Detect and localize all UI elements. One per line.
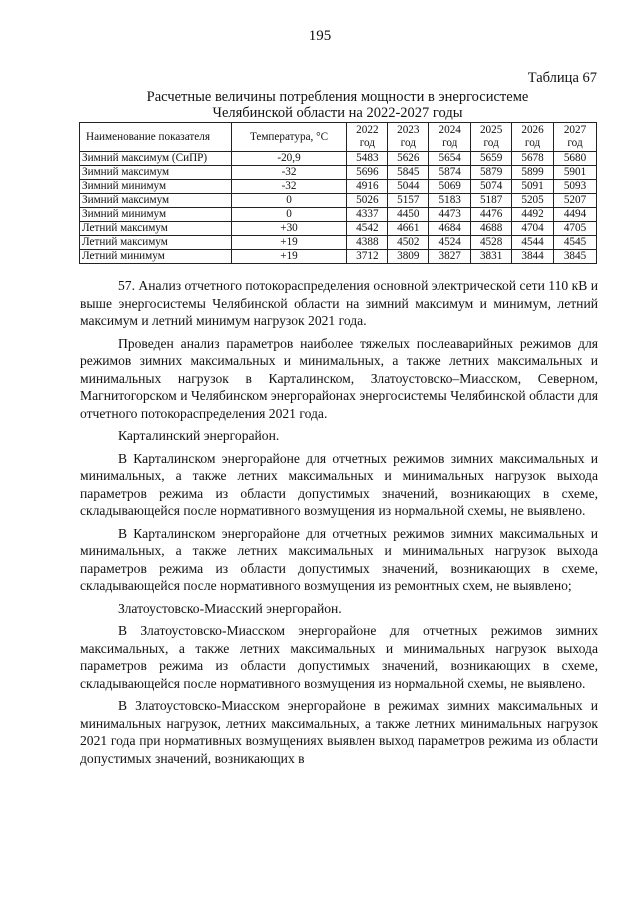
column-header: 2024 год bbox=[429, 123, 471, 152]
value-cell: 5157 bbox=[388, 194, 429, 208]
value-cell: 3831 bbox=[471, 250, 512, 264]
table-row bbox=[80, 222, 597, 236]
paragraph: В Златоустовско-Миасском энергорайоне в режимах зимних максимальных и минимальных нагрузок, летних максимальных, а также летних минимальных нагрузок 2021 года при нормативных возмущениях выявлен выход параметров режима из области допустимых значений, возникающих в bbox=[80, 698, 598, 766]
value-cell: 5845 bbox=[388, 166, 429, 180]
table-row bbox=[80, 236, 597, 250]
paragraph: Проведен анализ параметров наиболее тяжелых послеаварийных режимов для режимов зимних максимальных и минимальных, а также летних максимальных и минимальных нагрузок в Карталинском, Златоустовско–Миасском, Северном, Магнитогорском и Челябинском энергорайонах энергосистемы Челябинской области для отчетного потокораспределения 2021 года. bbox=[80, 335, 598, 421]
value-cell: 5680 bbox=[554, 152, 597, 166]
temperature-cell: -20,9 bbox=[231, 152, 347, 166]
table-row bbox=[80, 250, 597, 264]
value-cell: 5093 bbox=[554, 180, 597, 194]
value-cell: 5874 bbox=[429, 166, 471, 180]
temperature-cell: -32 bbox=[231, 180, 347, 194]
value-cell: 4542 bbox=[347, 222, 388, 236]
value-cell: 5205 bbox=[512, 194, 554, 208]
column-header: Наименование показателя bbox=[80, 123, 232, 152]
value-cell: 4916 bbox=[347, 180, 388, 194]
table-caption-line: Челябинской области на 2022-2027 годы bbox=[212, 105, 463, 121]
value-cell: 4661 bbox=[388, 222, 429, 236]
value-cell: 4528 bbox=[471, 236, 512, 250]
value-cell: 4473 bbox=[429, 208, 471, 222]
value-cell: 4494 bbox=[554, 208, 597, 222]
table-row bbox=[80, 194, 597, 208]
value-cell: 5044 bbox=[388, 180, 429, 194]
power-consumption-table bbox=[79, 122, 597, 264]
table-label: Таблица 67 bbox=[527, 70, 597, 86]
value-cell: 4450 bbox=[388, 208, 429, 222]
indicator-name-cell: Зимний максимум bbox=[80, 194, 232, 208]
table-header-row bbox=[80, 123, 597, 152]
value-cell: 4544 bbox=[512, 236, 554, 250]
column-header: Температура, °С bbox=[231, 123, 347, 152]
value-cell: 4704 bbox=[512, 222, 554, 236]
value-cell: 5069 bbox=[429, 180, 471, 194]
table-row bbox=[80, 152, 597, 166]
value-cell: 4688 bbox=[471, 222, 512, 236]
value-cell: 5901 bbox=[554, 166, 597, 180]
value-cell: 3827 bbox=[429, 250, 471, 264]
value-cell: 3845 bbox=[554, 250, 597, 264]
value-cell: 3844 bbox=[512, 250, 554, 264]
column-header: 2025 год bbox=[471, 123, 512, 152]
column-header: 2026 год bbox=[512, 123, 554, 152]
column-header: 2022 год bbox=[347, 123, 388, 152]
indicator-name-cell: Летний минимум bbox=[80, 250, 232, 264]
table-caption-line: Расчетные величины потребления мощности в энергосистеме bbox=[146, 89, 529, 105]
value-cell: 4388 bbox=[347, 236, 388, 250]
table-caption bbox=[80, 89, 595, 121]
value-cell: 4684 bbox=[429, 222, 471, 236]
indicator-name-cell: Зимний максимум (СиПР) bbox=[80, 152, 232, 166]
value-cell: 4492 bbox=[512, 208, 554, 222]
value-cell: 5654 bbox=[429, 152, 471, 166]
paragraph: 57. Анализ отчетного потокораспределения основной электрической сети 110 кВ и выше энергосистемы Челябинской области на зимний максимум и минимум, летний максимум и летний минимум нагрузок 2021 года. bbox=[80, 278, 598, 328]
value-cell: 5678 bbox=[512, 152, 554, 166]
value-cell: 4502 bbox=[388, 236, 429, 250]
value-cell: 4524 bbox=[429, 236, 471, 250]
value-cell: 5187 bbox=[471, 194, 512, 208]
indicator-name-cell: Зимний минимум bbox=[80, 180, 232, 194]
value-cell: 3712 bbox=[347, 250, 388, 264]
indicator-name-cell: Зимний максимум bbox=[80, 166, 232, 180]
indicator-name-cell: Летний максимум bbox=[80, 222, 232, 236]
column-header: 2027 год bbox=[554, 123, 597, 152]
indicator-name-cell: Летний максимум bbox=[80, 236, 232, 250]
temperature-cell: +19 bbox=[231, 250, 347, 264]
temperature-cell: 0 bbox=[231, 208, 347, 222]
value-cell: 4545 bbox=[554, 236, 597, 250]
page-number: 195 bbox=[308, 28, 332, 44]
paragraph: В Златоустовско-Миасском энергорайоне для отчетных режимов зимних максимальных, а также летних максимальных и минимальных нагрузок выхода параметров режима из области допустимых значений, возникающих в схеме, складывающейся после нормативного возмущения из нормальной схемы, не выявлено. bbox=[80, 623, 598, 691]
paragraph: В Карталинском энергорайоне для отчетных режимов зимних максимальных и минимальных, а также летних максимальных и минимальных нагрузок выхода параметров режима из области допустимых значений, возникающих в схеме, складывающейся после нормативного возмущения из нормальной схемы, не выявлено. bbox=[80, 450, 598, 518]
paragraph: Карталинский энергорайон. bbox=[118, 428, 280, 443]
value-cell: 5074 bbox=[471, 180, 512, 194]
temperature-cell: 0 bbox=[231, 194, 347, 208]
table-row bbox=[80, 166, 597, 180]
temperature-cell: -32 bbox=[231, 166, 347, 180]
value-cell: 5026 bbox=[347, 194, 388, 208]
value-cell: 5483 bbox=[347, 152, 388, 166]
table-row bbox=[80, 180, 597, 194]
value-cell: 5696 bbox=[347, 166, 388, 180]
table-row bbox=[80, 208, 597, 222]
value-cell: 5207 bbox=[554, 194, 597, 208]
temperature-cell: +19 bbox=[231, 236, 347, 250]
value-cell: 4705 bbox=[554, 222, 597, 236]
body-text bbox=[80, 277, 598, 767]
value-cell: 5626 bbox=[388, 152, 429, 166]
value-cell: 5879 bbox=[471, 166, 512, 180]
value-cell: 5183 bbox=[429, 194, 471, 208]
temperature-cell: +30 bbox=[231, 222, 347, 236]
value-cell: 4476 bbox=[471, 208, 512, 222]
indicator-name-cell: Зимний минимум bbox=[80, 208, 232, 222]
value-cell: 4337 bbox=[347, 208, 388, 222]
value-cell: 5659 bbox=[471, 152, 512, 166]
value-cell: 5899 bbox=[512, 166, 554, 180]
column-header: 2023 год bbox=[388, 123, 429, 152]
value-cell: 5091 bbox=[512, 180, 554, 194]
paragraph: Златоустовско-Миасский энергорайон. bbox=[118, 600, 342, 616]
paragraph: В Карталинском энергорайоне для отчетных режимов зимних максимальных и минимальных, а также летних максимальных и минимальных нагрузок выхода параметров режима из области допустимых значений, возникающих в схеме, складывающейся после нормативного возмущения из ремонтных схем, не выявлено; bbox=[80, 525, 598, 593]
value-cell: 3809 bbox=[388, 250, 429, 264]
